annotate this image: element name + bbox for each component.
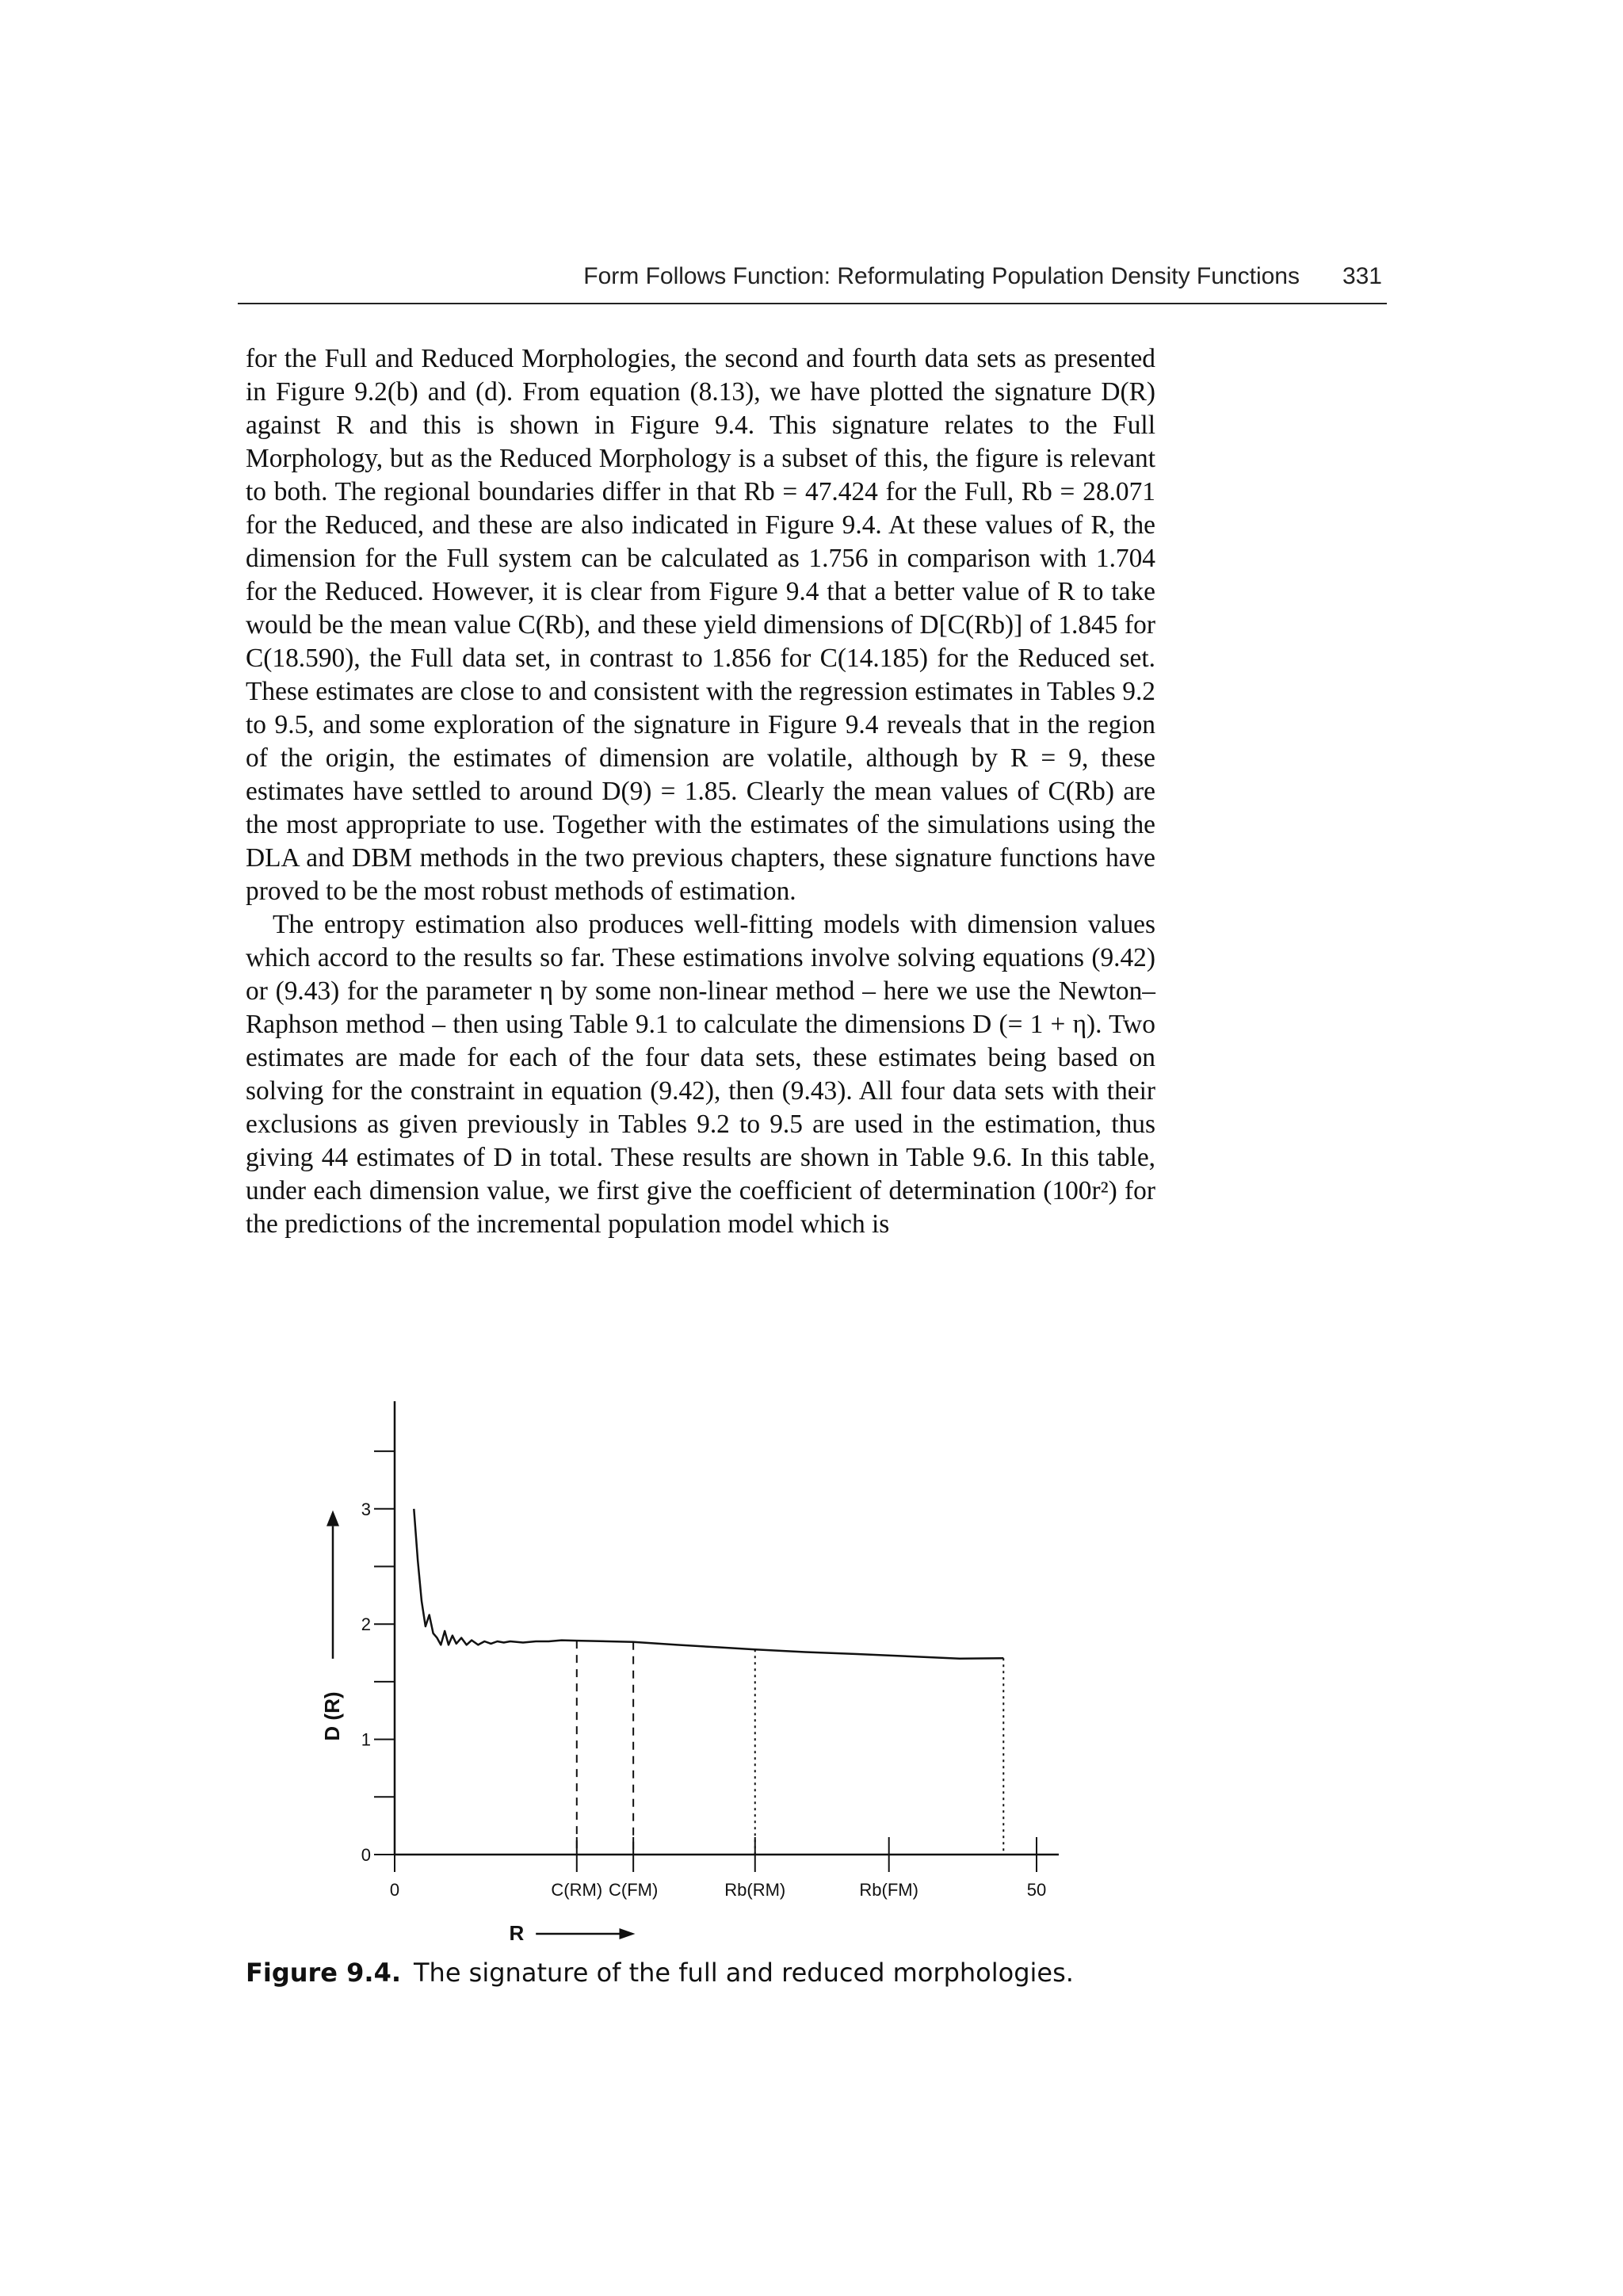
x-tick-label: Rb(FM) [859,1880,918,1900]
y-tick-label: 3 [361,1499,371,1519]
signature-line [414,1509,1003,1659]
y-tick-label: 0 [361,1845,371,1865]
paragraph-2: The entropy estimation also produces well-fitting models with dimension values which accord to the results so far. These estimations involve solving equations (9.42) or (9.43) for the parameter η by some non-linear method – here we use the Newton–Raphson method – then using Table 9.1 to calculate the dimensions D (= 1 + η). Two estimates are made for each of the four data sets, these estimates being based on solving for the constraint in equation (9.42), then (9.43). All four data sets with their exclusions as given previously in Tables 9.2 to 9.5 are used in the estimation, thus giving 44 estimates of D in total. These results are shown in Table 9.6. In this table, under each dimension value, we first give the coefficient of determination (100r²) for the predictions of the incremental population model which is [246,910,1155,1239]
x-tick-label: 50 [1026,1880,1047,1900]
figure-caption-text: The signature of the full and reduced morphologies. [413,1958,1074,1988]
x-axis-arrow-head [620,1928,636,1939]
figure-caption [246,1958,1155,1988]
x-tick-label: Rb(RM) [724,1880,786,1900]
y-axis-arrow-head [327,1511,339,1526]
chart-labels [320,1499,1046,1945]
running-title: Form Follows Function: Reformulating Population Density Functions [583,263,1300,289]
page-number: 331 [1342,263,1382,289]
chart-axes [374,1401,1059,1872]
body-text [246,342,1155,1241]
x-tick-label: C(FM) [609,1880,659,1900]
chart-series [414,1509,1003,1659]
chart-markers [577,1641,1003,1855]
x-tick-label: 0 [389,1880,400,1900]
paragraph-1: for the Full and Reduced Morphologies, the second and fourth data sets as presented in Figure 9.2(b) and (d). From equation (8.13), we have plotted the signature D(R) against R and this is shown in Figure 9.4. This signature relates to the Full Morphology, but as the Reduced Morphology is a subset of this, the figure is relevant to both. The regional boundaries differ in that Rb = 47.424 for the Full, Rb = 28.071 for the Reduced, and these are also indicated in Figure 9.4. At these values of R, the dimension for the Full system can be calculated as 1.756 in comparison with 1.704 for the Reduced. However, it is clear from Figure 9.4 that a better value of R to take would be the mean value C(Rb), and these yield dimensions of D[C(Rb)] of 1.845 for C(18.590), the Full data set, in contrast to 1.856 for C(14.185) for the Reduced set. These estimates are close to and consistent with the regression estimates in Tables 9.2 to 9.5, and some exploration of the signature in Figure 9.4 reveals that in the region of the origin, the estimates of dimension are volatile, although by R = 9, these estimates have settled to around D(9) = 1.85. Clearly the mean values of C(Rb) are the most appropriate to use. Together with the estimates of the simulations using the DLA and DBM methods in the two previous chapters, these signature functions have proved to be the most robust methods of estimation. [246,344,1155,906]
y-tick-label: 1 [361,1729,371,1750]
x-tick-label: C(RM) [551,1880,603,1900]
running-header [238,262,1387,304]
x-axis-label: R [509,1921,525,1945]
figure-caption-number: Figure 9.4. [246,1958,401,1988]
y-axis-label: D (R) [320,1691,344,1741]
signature-chart [317,1377,1109,1945]
y-tick-label: 2 [361,1614,371,1635]
